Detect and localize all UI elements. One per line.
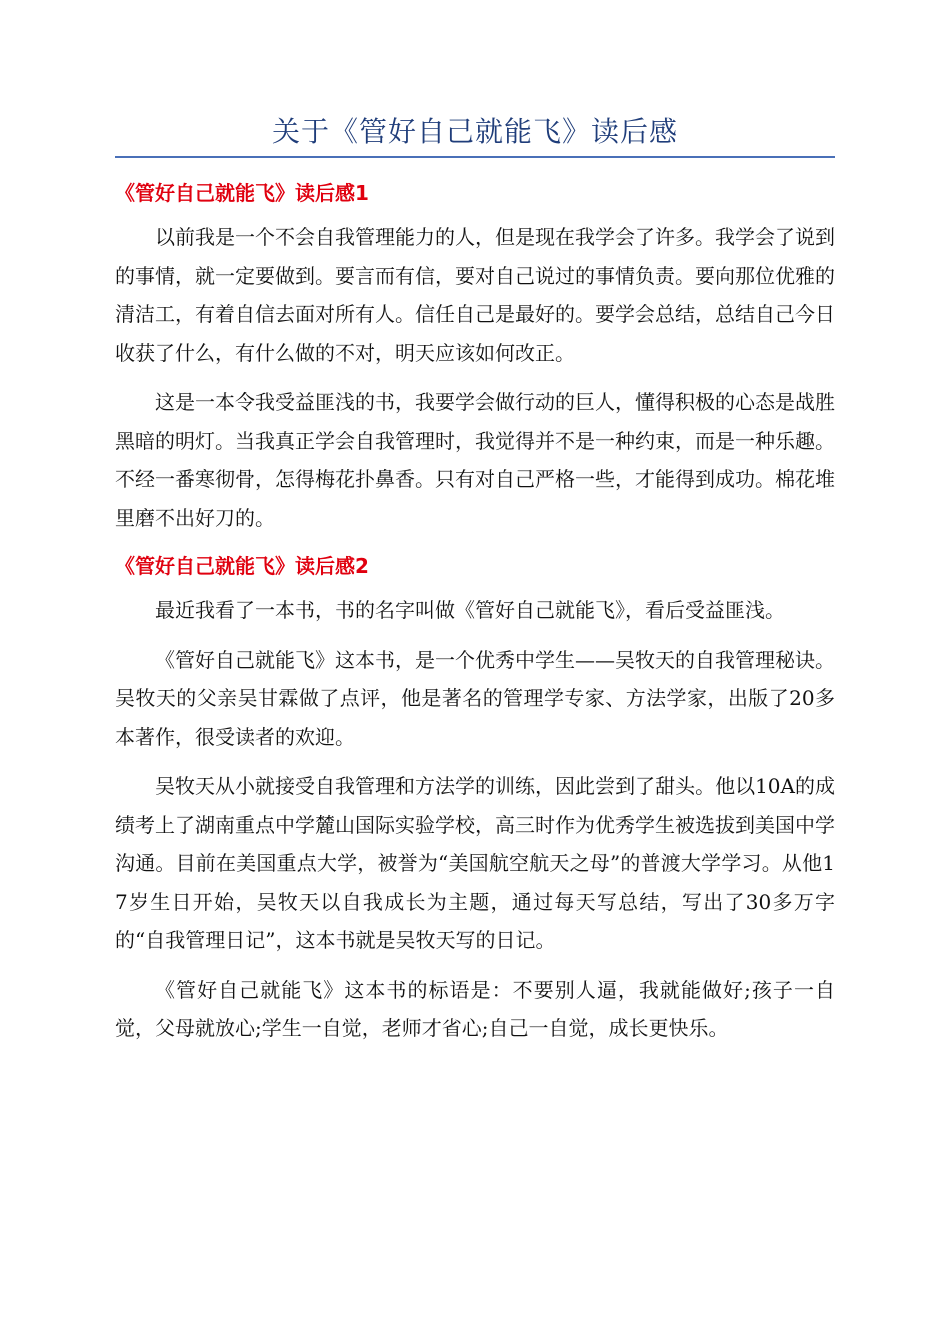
paragraph: 这是一本令我受益匪浅的书，我要学会做行动的巨人，懂得积极的心态是战胜黑暗的明灯。当我真正学会自我管理时，我觉得并不是一种约束，而是一种乐趣。不经一番寒彻骨，怎得梅花扑鼻香。只有对自己严格一些，才能得到成功。棉花堆里磨不出好刀的。 <box>115 390 835 530</box>
paragraph: 《管好自己就能飞》这本书的标语是：不要别人逼，我就能做好;孩子一自觉，父母就放心;学生一自觉，老师才省心;自己一自觉，成长更快乐。 <box>115 977 835 1040</box>
paragraph: 以前我是一个不会自我管理能力的人，但是现在我学会了许多。我学会了说到的事情，就一定要做到。要言而有信，要对自己说过的事情负责。要向那位优雅的清洁工，有着自信去面对所有人。信任自己是最好的。要学会总结，总结自己今日收获了什么，有什么做的不对，明天应该如何改正。 <box>115 225 835 365</box>
paragraph: 《管好自己就能飞》这本书，是一个优秀中学生——吴牧天的自我管理秘诀。吴牧天的父亲吴甘霖做了点评，他是著名的管理学专家、方法学家，出版了20多本著作，很受读者的欢迎。 <box>115 647 835 749</box>
document-title: 关于《管好自己就能飞》读后感 <box>115 108 835 158</box>
document-body <box>115 108 835 1059</box>
paragraph: 最近我看了一本书，书的名字叫做《管好自己就能飞》，看后受益匪浅。 <box>155 598 785 622</box>
section-heading-1: 《管好自己就能飞》读后感1 <box>115 181 369 205</box>
section-heading-2: 《管好自己就能飞》读后感2 <box>115 554 369 578</box>
paragraph: 吴牧天从小就接受自我管理和方法学的训练，因此尝到了甜头。他以10A的成绩考上了湖南重点中学麓山国际实验学校，高三时作为优秀学生被选拔到美国中学沟通。目前在美国重点大学，被誉为“美国航空航天之母”的普渡大学学习。从他17岁生日开始，吴牧天以自我成长为主题，通过每天写总结，写出了30多万字的“自我管理日记”，这本书就是吴牧天写的日记。 <box>115 774 835 952</box>
